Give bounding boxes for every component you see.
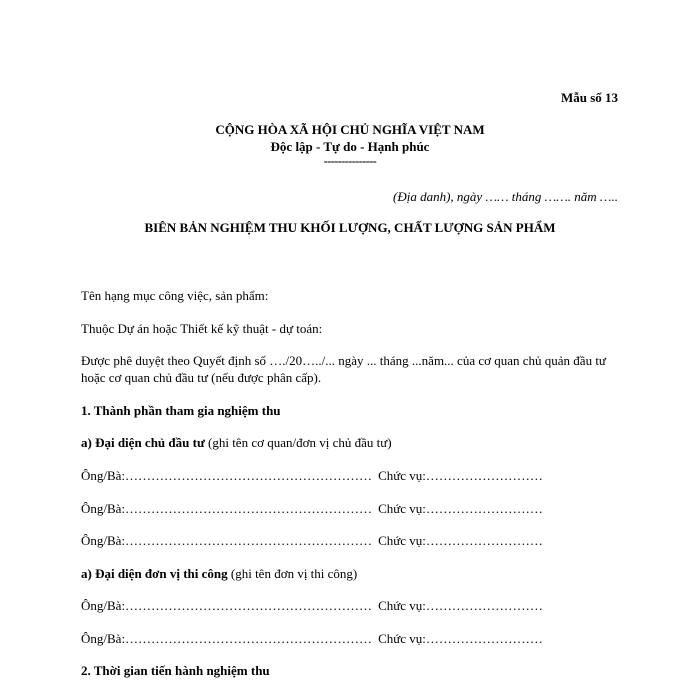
signature-name: Ông/Bà:…………………………………………………	[81, 631, 373, 646]
signature-name: Ông/Bà:…………………………………………………	[81, 598, 373, 613]
signature-name: Ông/Bà:…………………………………………………	[81, 468, 373, 483]
place-date-line: (Địa danh), ngày …… tháng ……. năm …..	[393, 189, 618, 204]
signature-line	[81, 597, 618, 614]
signature-role: Chức vụ:………………………	[378, 631, 543, 646]
investor-rep-label: a) Đại diện chủ đầu tư	[81, 435, 205, 450]
document-title: BIÊN BẢN NGHIỆM THU KHỐI LƯỢNG, CHẤT LƯỢNG SẢN PHẨM	[144, 220, 556, 235]
signature-role: Chức vụ:………………………	[378, 598, 543, 613]
investor-rep-heading	[81, 434, 618, 451]
country-name: CỘNG HÒA XÃ HỘI CHỦ NGHĨA VIỆT NAM	[215, 122, 485, 137]
signature-line	[81, 467, 618, 484]
signature-name: Ông/Bà:…………………………………………………	[81, 501, 373, 516]
project-field: Thuộc Dự án hoặc Thiết kế kỹ thuật - dự toán:	[81, 321, 323, 336]
signature-role: Chức vụ:………………………	[378, 468, 543, 483]
form-number: Mẫu số 13	[560, 90, 618, 105]
national-motto: Độc lập - Tự do - Hạnh phúc	[270, 139, 430, 154]
signature-role: Chức vụ:………………………	[378, 501, 543, 516]
investor-rep-note: (ghi tên cơ quan/đơn vị chủ đầu tư)	[204, 435, 392, 450]
contractor-rep-heading	[81, 565, 618, 582]
section-2-heading: 2. Thời gian tiến hành nghiệm thu	[81, 663, 270, 678]
signature-line	[81, 500, 618, 517]
section-1-heading: 1. Thành phần tham gia nghiệm thu	[81, 403, 281, 418]
signature-name: Ông/Bà:…………………………………………………	[81, 533, 373, 548]
contractor-rep-label: a) Đại diện đơn vị thi công	[81, 566, 228, 581]
signature-line	[81, 630, 618, 647]
item-name-field: Tên hạng mục công việc, sản phẩm:	[81, 288, 269, 303]
signature-role: Chức vụ:………………………	[378, 533, 543, 548]
header-divider: ---------------	[323, 154, 377, 168]
approval-field: Được phê duyệt theo Quyết định số …./20…../... ngày ... tháng ...năm... của cơ quan chủ quản đầu tư hoặc cơ quan chủ đầu tư (nếu được phân cấp).	[81, 353, 606, 385]
contractor-rep-note: (ghi tên đơn vị thi công)	[227, 566, 358, 581]
signature-line	[81, 532, 618, 549]
